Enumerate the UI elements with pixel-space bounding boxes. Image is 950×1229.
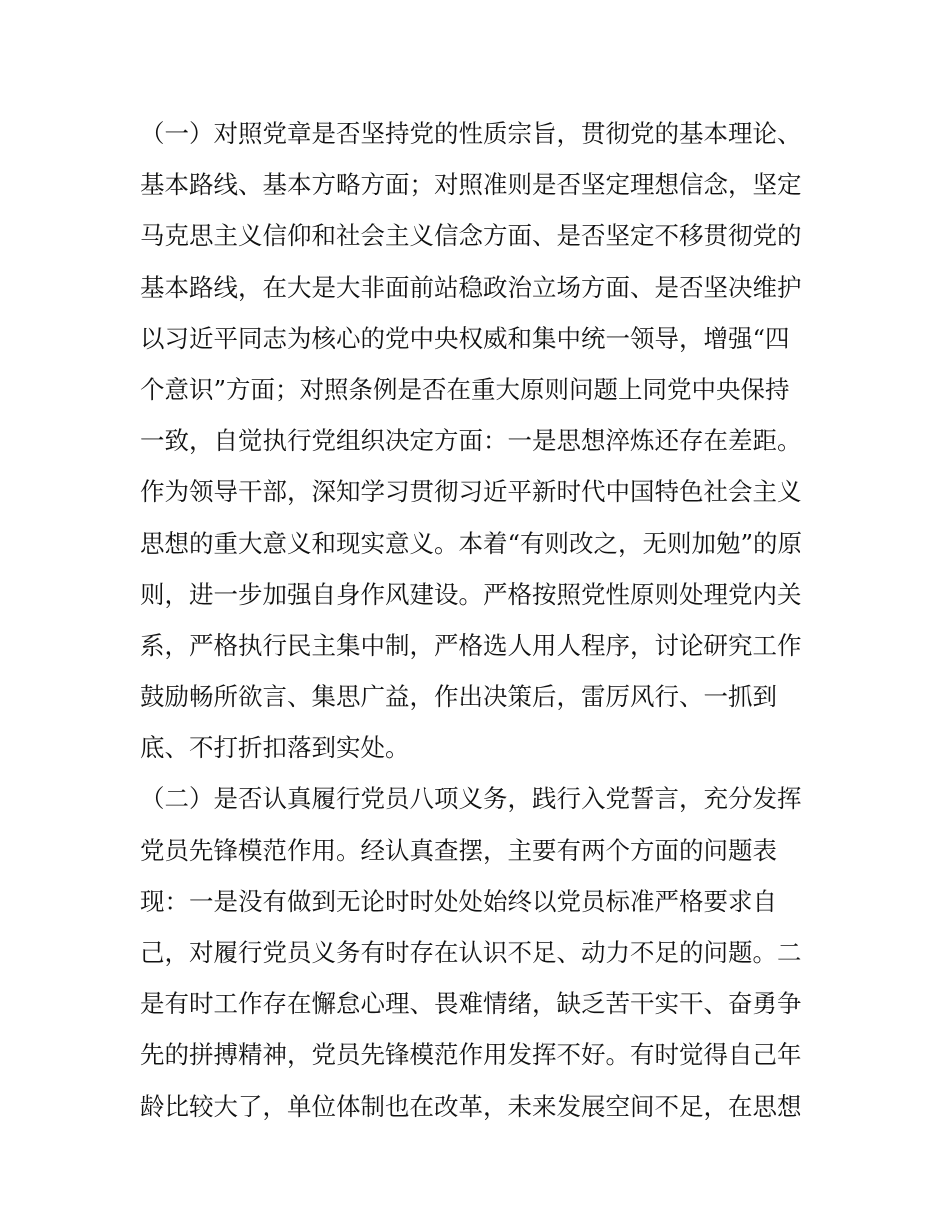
- text-line-14: （二）是否认真履行党员八项义务，践行入党誓言，充分发挥: [140, 784, 802, 814]
- text-line-5: 以习近平同志为核心的党中央权威和集中统一领导，增强“四: [140, 323, 790, 353]
- text-line-3: 马克思主义信仰和社会主义信念方面、是否坚定不移贯彻党的: [140, 221, 802, 251]
- text-line-4: 基本路线，在大是大非面前站稳政治立场方面、是否坚决维护: [140, 272, 802, 302]
- text-line-16: 现：一是没有做到无论时时处处始终以党员标准严格要求自: [140, 886, 777, 916]
- text-line-9: 思想的重大意义和现实意义。本着“有则改之，无则加勉”的原: [140, 528, 803, 558]
- text-line-20: 龄比较大了，单位体制也在改革，未来发展空间不足，在思想: [140, 1091, 802, 1121]
- text-line-6: 个意识”方面；对照条例是否在重大原则问题上同党中央保持: [140, 374, 790, 404]
- text-line-13: 底、不打折扣落到实处。: [140, 733, 410, 763]
- text-line-17: 己，对履行党员义务有时存在认识不足、动力不足的问题。二: [140, 938, 802, 967]
- text-line-10: 则，进一步加强自身作风建设。严格按照党性原则处理党内关: [140, 579, 802, 609]
- text-line-15: 党员先锋模范作用。经认真查摆，主要有两个方面的问题表: [140, 835, 777, 865]
- text-line-2: 基本路线、基本方略方面；对照准则是否坚定理想信念，坚定: [140, 170, 802, 200]
- text-line-12: 鼓励畅所欲言、集思广益，作出决策后，雷厉风行、一抓到: [140, 682, 777, 712]
- text-line-18: 是有时工作存在懈怠心理、畏难情绪，缺乏苦干实干、奋勇争: [140, 989, 802, 1019]
- text-line-11: 系，严格执行民主集中制，严格选人用人程序，讨论研究工作: [140, 630, 802, 660]
- text-line-19: 先的拼搏精神，党员先锋模范作用发挥不好。有时觉得自己年: [140, 1040, 802, 1070]
- text-line-1: （一）对照党章是否坚持党的性质宗旨，贯彻党的基本理论、: [140, 119, 802, 148]
- text-line-8: 作为领导干部，深知学习贯彻习近平新时代中国特色社会主义: [140, 477, 802, 507]
- text-line-7: 一致，自觉执行党组织决定方面：一是思想淬炼还存在差距。: [140, 426, 802, 456]
- body-text: [140, 108, 820, 1132]
